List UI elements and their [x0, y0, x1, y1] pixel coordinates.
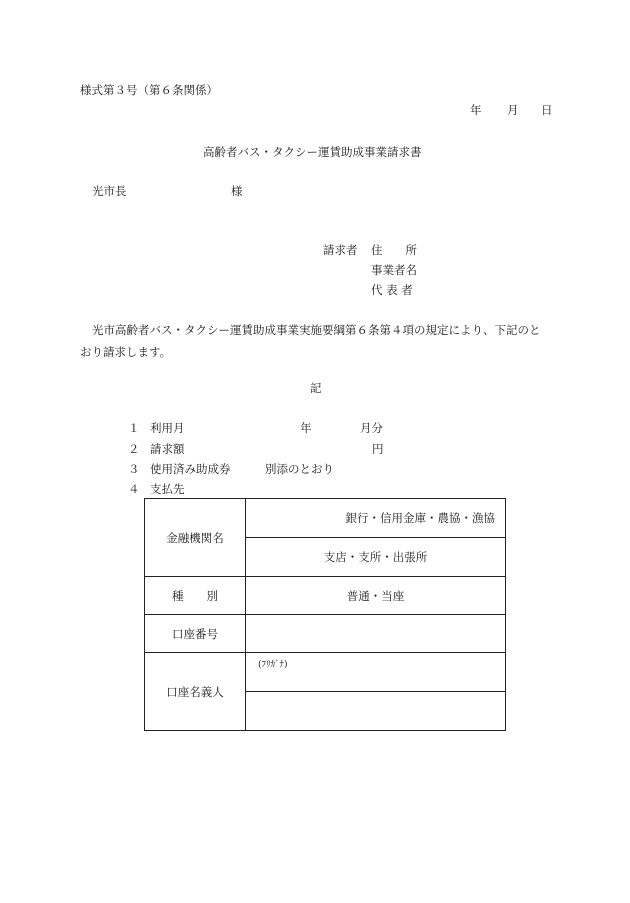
item-4-number: ４	[128, 482, 140, 496]
claimant-business-name-label: 事業者名	[371, 263, 417, 277]
item-3-label: 使用済み助成券	[150, 462, 231, 476]
account-type-label-cell: 種 別	[145, 577, 246, 615]
claimant-address-label: 住 所	[371, 243, 417, 257]
account-number-input-cell[interactable]	[246, 615, 506, 653]
date-month-label: 月	[507, 103, 519, 117]
item-2-yen-unit: 円	[372, 442, 384, 456]
ki-heading: 記	[310, 381, 322, 395]
body-text-line-1: 光市高齢者バス・タクシー運賃助成事業実施要綱第６条第４項の規定により、下記のと	[92, 323, 541, 337]
form-number: 様式第３号（第６条関係）	[80, 83, 218, 97]
item-3-number: ３	[128, 462, 140, 476]
payment-table	[144, 498, 506, 731]
item-1-number: １	[128, 421, 140, 435]
body-text-line-2: おり請求します。	[80, 345, 172, 359]
account-holder-label-cell: 口座名義人	[145, 653, 246, 731]
account-holder-furigana-cell[interactable]: (ﾌﾘｶﾞﾅ)	[246, 653, 506, 692]
addressee-name: 光市長	[92, 184, 127, 198]
item-3-value: 別添のとおり	[265, 462, 334, 476]
date-year-label: 年	[470, 103, 482, 117]
branch-types-cell[interactable]: 支店・支所・出張所	[246, 538, 506, 577]
bank-label-cell: 金融機関名	[145, 499, 246, 577]
item-2-label: 請求額	[150, 442, 185, 456]
item-2-number: ２	[128, 442, 140, 456]
account-type-options-cell[interactable]: 普通・当座	[246, 577, 506, 615]
document-title: 高齢者バス・タクシー運賃助成事業請求書	[203, 145, 422, 159]
item-4-label: 支払先	[150, 482, 185, 496]
item-1-year-unit: 年	[300, 421, 312, 435]
claimant-label: 請求者	[323, 243, 358, 257]
date-day-label: 日	[541, 103, 553, 117]
item-1-label: 利用月	[150, 421, 185, 435]
claimant-representative-label: 代 表 者	[371, 283, 413, 297]
account-number-label-cell: 口座番号	[145, 615, 246, 653]
account-holder-name-cell[interactable]	[246, 692, 506, 731]
item-1-month-unit: 月分	[360, 421, 383, 435]
bank-types-cell[interactable]: 銀行・信用金庫・農協・漁協	[246, 499, 506, 538]
addressee-honorific: 様	[231, 184, 243, 198]
